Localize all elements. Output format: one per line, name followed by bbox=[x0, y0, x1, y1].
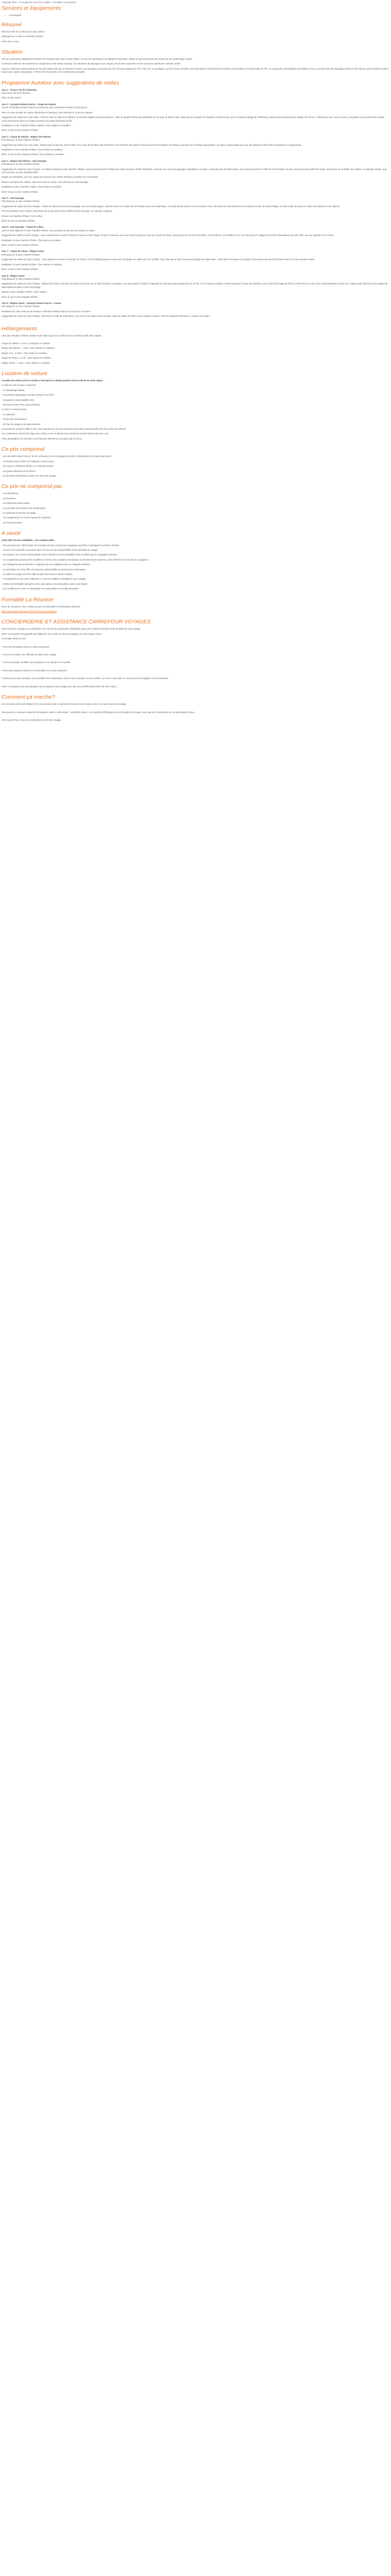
resume-line: Hébergement 7 nuits en chambres d'hôtes bbox=[2, 35, 43, 38]
day-line: Petit déjeuner à votre chambre d'hôtes. bbox=[2, 305, 40, 308]
day-block bbox=[2, 197, 389, 223]
day-line: Suggestions de visites (à votre charge) : Un départ matinal de votre chambre d'hôtes. Après avoir traversé la Plaine des Cafres (environ 2200m d'altitude), c'est par une route aux paysages magnifiques et variés, le long du Pas de Bellecombe, que vous découvrirez le Piton de la Fournaise l'un des volcans les plus actifs du monde. Découverte de la Plaine des Sables, un paysage lunaire, puis une excursion au Pas de Bellecombe. bbox=[2, 167, 387, 174]
prix-comprend-line: - Les nuits en chambres d'hôtes, en chambre double. bbox=[2, 465, 54, 468]
formalite-title: Formalité La Réunion bbox=[2, 596, 54, 603]
prix-ne-comprend-line: - Les assurances. bbox=[2, 492, 19, 495]
day-title: Jour 6 : Sud Sauvage - Cirque de Cilaos bbox=[2, 226, 44, 229]
day-block bbox=[2, 103, 389, 132]
prix-ne-comprend-line: - Les dépenses personnelles. bbox=[2, 502, 31, 505]
day-line: Dîner et nuit à la chambre d'hôtes. bbox=[2, 219, 36, 223]
conciergerie-title: CONCIERGERIE ET ASSISTANCE CARREFOUR VOYAGES bbox=[2, 619, 151, 625]
hebergements-line: Liste des chambres d'hôtes pendant votre séjour qui vous confirment une semaine avant votre départ : bbox=[2, 334, 103, 337]
day-line: Petit déjeuner à votre chambre d'hôtes. bbox=[2, 253, 40, 256]
hebergements-title: Hébergements bbox=[2, 325, 37, 332]
day-line: Dîner et nuit à votre chambre d'hôtes. bbox=[2, 190, 39, 193]
prix-comprend-line: - La formalité d'assistance locale et le carnet de voyage. bbox=[2, 474, 57, 477]
day-line: Installation à votre chambre d'hôtes. Chez Marie ou similaire. bbox=[2, 239, 62, 242]
conciergerie-line: * Pour toute question relative à vos formalités ou à votre assurance. bbox=[2, 669, 68, 672]
location-line: - l'assurance responsabilité civile ; bbox=[2, 398, 36, 401]
day-line: Petit déjeuner à votre chambre d'hôtes. bbox=[2, 277, 40, 280]
day-line: Suggestions de visites (à votre charge) : Vous reprenez la route en direction de l'Ouest. Arrêt à l'Étang-Salé pour découvrir ses plages de sable noir et le Gouffre. Puis, direction la côte Ouest et ses plages de sable blanc, Saint-Gilles les Bains et son lagon. Découverte du marché de Saint-Paul et de son cimetière marin. bbox=[2, 258, 315, 261]
location-line: Le tarif ne comprend pas : bbox=[2, 408, 27, 411]
day-block bbox=[2, 250, 389, 271]
situation-line: L'île de La Réunion, département d'outre-mer français situé dans l'océan Indien, est une île volcanique à la végétation luxuriante, offrant un panorama plein de nuances et une authentique culture. bbox=[2, 58, 193, 61]
day-line: Suggestion de visites (à votre charge) : Vous emprunterez ensuite la fameuse route aux 420 virages, étroite et sinueuse, qui vous mènera jusqu'au cœur du Cirque de Cilaos, réputé pour ses sources thermales, ses broderies, ses lentilles et son vin. Découvrez le village et la Roche Merveilleuse qui vous offre une vue superbe sur le cirque. bbox=[2, 234, 335, 237]
prix-ne-comprend-line: - Les frais de dossier. bbox=[2, 521, 23, 524]
prix-ne-comprend-line: - Les suppléments en cas de hausse de carburant. bbox=[2, 516, 52, 519]
day-line: Retour à la chambre d'hôtes. Chez Arthur. bbox=[2, 214, 43, 217]
day-block bbox=[2, 302, 389, 318]
day-line: Dîner et nuit à votre chambre d'hôtes. bbox=[2, 268, 39, 271]
comment-title: Comment ça marche? bbox=[2, 694, 55, 701]
comment-line: Vous pourrez y retrouver toutes les informations utiles à votre séjour : vos billets d'avion, vos vouchers d'hébergement et de location de voiture, ainsi que les coordonnées de nos partenaires locaux. bbox=[2, 710, 195, 714]
location-line: - le carburant ; bbox=[2, 413, 16, 416]
services-title: Services et équipements bbox=[2, 5, 61, 12]
day-line: Installation à votre chambre d'hôtes. Chez Hanitra ou similaire. bbox=[2, 148, 63, 151]
day-title: Jour 4 : Région des Plaines - Sud Sauvage bbox=[2, 159, 46, 162]
day-block bbox=[2, 160, 389, 194]
day-line: Restitution de votre véhicule de location à l'aéroport Roland Garros et envol pour la France. bbox=[2, 310, 91, 313]
prix-comprend-line: - Les petits-déjeuners et les dîners. bbox=[2, 469, 37, 472]
conciergerie-line: * Si vous souhaitez modifier une prestation ou en ajouter une nouvelle. bbox=[2, 661, 71, 664]
day-line: Installation à votre chambre d'hôtes Salazie. Chez Régine ou similaire. bbox=[2, 124, 71, 127]
savoir-line: - Les conditions de vente et d'annulation sont disponibles sur simple demande. bbox=[2, 587, 79, 590]
hebergements-line: Région Sud : 2 nuits - Chez Arthur ou similaire bbox=[2, 351, 47, 354]
day-block bbox=[2, 89, 389, 100]
conciergerie-line: * Si vous rencontrez une difficulté pendant votre voyage. bbox=[2, 653, 57, 656]
day-block bbox=[2, 226, 389, 247]
day-line: Arrivée à l'aéroport Roland Garros et remise de votre véhicule de location (à l'aéroport). bbox=[2, 106, 88, 109]
day-block bbox=[2, 135, 389, 157]
conciergerie-line: Accessible 24h/24 et 7j/7. bbox=[2, 637, 27, 640]
day-line: Après le petit déjeuner à votre chambre d'hôtes, vous prendrez la direction du Cirque de Cilaos. bbox=[2, 229, 95, 232]
day-line: Prise de votre location de voiture directement à l'aéroport, puis direction le Cirque de Salazie. bbox=[2, 111, 93, 114]
programme-title: Programme Autotour avec suggestions de visites bbox=[2, 79, 119, 86]
copyright-line: Copyright 2023 - Ce programme peut être modifié - Formalités Conciergerie bbox=[2, 1, 76, 4]
situation-line: La Réunion attire de ses amateurs de randonnées et de nature sauvage, les amoureux de paysages et de cirques, de piscines naturelles et d'un savoureux patrimoine culinaire créole. bbox=[2, 62, 181, 65]
prix-comprend-line: - La location d'une voiture de catégorie A pour 8 jours. bbox=[2, 460, 55, 463]
day-block bbox=[2, 275, 389, 299]
day-line: Suggestions de visites (à votre charge) : Découvrez la ville de Saint-Denis, ses rues et ses belles cases créoles. Visite du Jardin de l'État et de la Maison Carrère. Pour les amateurs d'histoire, le musée Léon Dierx. bbox=[2, 315, 210, 318]
savoir-line: - Le solde du voyage doit être réglé au plus tard 30 jours avant le départ. bbox=[2, 573, 73, 575]
prix-comprend-line: - Les vols aller-retour France / Ile de La Réunion sur la compagnie aérienne sélectionnée et les taxes aériennes. bbox=[2, 455, 112, 458]
day-line: Installation à votre chambre d'hôtes. Chez Arthur ou similaire. bbox=[2, 185, 62, 189]
day-title: Jour 3 : Cirque de Salazie - Région des Plaines bbox=[2, 135, 51, 138]
day-line: Retour à votre chambre d'hôtes. Chez Valérie. bbox=[2, 291, 47, 294]
location-line: Les conducteurs doivent être âgés d'au moins 21 ans et détenir leur permis de conduire depuis plus de 2 ans. bbox=[2, 432, 109, 435]
document-page bbox=[0, 0, 391, 726]
prix-ne-comprend-line: - Les activités et les visites non mentionnées. bbox=[2, 506, 46, 510]
hebergements-line: Cirque de Cilaos : 1 nuit - Case Nyaou ou similaire bbox=[2, 357, 52, 360]
day-line: Suggestions de visites (à votre charge) : Partez à la découverte du sud sauvage, avec ses belles plages. Grande Anse est un petit coin de Paradis avec son sable blanc, son petit bassin naturel et ses cocotiers. Puis, découvrez le Cap Méchant et les coulées de lave de Saint-Philippe, le Puits Arabe ainsi que le Jardin des Parfums et des Épices. bbox=[2, 205, 340, 208]
day-title: Jour 1 : France / Ile de la Réunion bbox=[2, 88, 37, 91]
resume-line: Découvrir l'île de La Réunion à votre rythme. bbox=[2, 30, 45, 33]
day-line: Suggestions de visites sur votre trajet : Départ pour la côte Est, Saint-André, et la route de la Plaine des Palmistes et de la Plaine des Cafres à la découverte de la Maison du Volcan, puis direction le village Bourg-Murat. Sur place, promenades au cœur des plaines et des forêts de tamarins et cryptomerias. bbox=[2, 143, 302, 146]
location-line: - la protection dommages accident (CDW) et vol (TP) ; bbox=[2, 394, 55, 397]
day-line: Pour les amateurs de la nature, découverte de la cascade la plus célèbre du sud sauvage : la Cascade Langevin. bbox=[2, 210, 113, 213]
prix-ne-comprend-line: - Les boissons. bbox=[2, 497, 17, 500]
formalite-line: Merci de consulter le lien ci-dessous pour les formalités et informations diverses : bbox=[2, 605, 82, 608]
savoir-line: - Les programmes peuvent être modifiés en fonction des conditions climatiques ou d'événements imprévus, dans l'intérêt et la sécurité des voyageurs. bbox=[2, 558, 149, 561]
hebergements-line: Cirque de Salazie : 1 nuit - La Régine ou similaire bbox=[2, 342, 51, 345]
savoir-line: - Les horaires de vol sont communiqués à titre indicatif et sont susceptibles d'être modifiés par la compagnie aérienne. bbox=[2, 553, 118, 556]
day-line: Depuis son belvédère, une vue unique sur l'enclos et le cratère Dolomieu du Piton de la Fournaise. bbox=[2, 176, 99, 179]
savoir-subtitle: Cette offre est non modifiable - non remboursable bbox=[2, 539, 54, 542]
location-line: - les frais de péage et de stationnement. bbox=[2, 422, 41, 426]
day-line: Suggestions de visites (à votre charge) : Départ tôt le matin, direction les hauts de l'Ouest, sur la route forestière du Maïdo, vous découvrirez à 2200 m d'altitude l'un des plus beaux points de vue de l'île, sur le Cirque de Mafate. Redescente par la route des Tamarins, puis visite de la Saga du Rhum à Saint-Pierre ou du musée Stella Matutina à Saint-Leu. L'après-midi, détente sur les plages de Saint-Gilles les Bains ou de l'Hermitage. bbox=[2, 282, 388, 289]
location-line: - un kilométrage illimité ; bbox=[2, 388, 26, 392]
conciergerie-line: * Pour des renseignements sur votre programme. bbox=[2, 645, 51, 648]
hebergements-line: Région des plaines : 1 nuit - Chez Hanitra ou similaire bbox=[2, 347, 55, 350]
savoir-line: - Les hébergements peuvent être remplacés par des établissements de catégorie similaire. bbox=[2, 563, 91, 566]
day-line: Retour à la Plaine des Cafres, visite de la Cité du Volcan. Puis direction le Sud Sauvage. bbox=[2, 180, 89, 183]
day-line: Petit déjeuner à votre chambre d'hôtes. bbox=[2, 139, 40, 142]
prix-ne-comprend-title: Ce prix ne comprend pas bbox=[2, 483, 62, 490]
prix-ne-comprend-line: - Le carburant et les frais de péage. bbox=[2, 511, 37, 514]
location-line: - la franchise d'assurance ; bbox=[2, 418, 28, 421]
savoir-title: A savoir bbox=[2, 530, 21, 537]
conciergerie-line: * Nous pouvons par exemple, vous conseiller des restaurants, réserver une excursion ou une activité, ou encore vous aider en cas de perte de bagages ou de documents. bbox=[2, 677, 169, 680]
day-line: Dîner et nuit à votre chambre d'hôtes. bbox=[2, 295, 39, 298]
resume-title: Résumé bbox=[2, 21, 22, 28]
savoir-line: - Les prix sont indicatifs et peuvent varier en fonction de la disponibilité et des périodes de voyage. bbox=[2, 548, 99, 551]
savoir-line: - Prix par personne. Tarif calculé sur une base de deux personnes voyageant ensemble et partageant la même chambre. bbox=[2, 544, 120, 547]
location-line: - les taxes locales (TVA, taxe aéroport). bbox=[2, 403, 41, 406]
savoir-line: - La réservation de cette offre est soumise à disponibilité au moment de la réservation. bbox=[2, 568, 87, 571]
day-line: Dîner et nuit à votre chambre d'hôtes. bbox=[2, 244, 39, 247]
comment-line: Une semaine avant votre départ (J-7) vous recevrez par e-mail le lien d'accès à votre espace client et à votre carnet de voyage. bbox=[2, 703, 127, 706]
formalite-link[interactable]: https://www.diplomatie.gouv.fr/fr/conseils-aux-voyageurs bbox=[2, 610, 57, 613]
location-title: Location de voiture bbox=[2, 370, 47, 377]
services-item: • Conciergerie bbox=[2, 14, 389, 17]
resume-line: Entre terre et mer bbox=[2, 40, 19, 43]
situation-title: Situation bbox=[2, 49, 23, 56]
day-title: Jour 7 : Cirque de Cilaos - Région Ouest bbox=[2, 250, 44, 253]
day-line: Suggestions de visites sur votre trajet : Arrêt en route au Voile de la Mariée, la cascade Niagara à Sainte-Suzanne. Visite du temple Hindou de petit-Bazar sur la route de Saint-André, ainsi qu'à la Cascade du Chaudron à Saint-Denis, puis le charmant village de Hell-Bourg, classé parmi les plus beaux villages de France. Hell-Bourg et ses cases créoles, ses jardins et son patrimoine culturel vous emmèneront dans un voyage au temps du passé historique de l'île. bbox=[2, 116, 385, 122]
location-line: Toute prolongation de la location sera facturée directement sur place par le loueur. bbox=[2, 437, 83, 440]
day-title: Jour 5 : Sud Sauvage bbox=[2, 197, 24, 199]
day-line: Envol pour l'île de la Réunion. bbox=[2, 92, 31, 95]
day-title: Jour 2 : Aéroport Roland Garros - Cirque de Salazie bbox=[2, 103, 56, 106]
prix-comprend-title: Ce prix comprend bbox=[2, 446, 44, 453]
savoir-line: - Vérifiez les formalités sanitaires et les vaccinations recommandées avant votre départ. bbox=[2, 582, 88, 585]
situation-line: Tous les marcheurs sauront découvrir les plus beaux sites de La Réunion à travers ces nouvelles excursions par des chemins typiques de l'île, entre mer et montagne, qui leur feront connaître aussi des aspects fascinants de la culture réunionnaise et du patrimoine de l'île. Au programme, des balades accessibles à tous, une traversée des paysages variés de l'île intense, pour ensuite les visiter autour des cirques volcaniques, le Piton de la Fournaise et de nombreuses cascades. bbox=[2, 67, 389, 74]
day-title: Jour 8 : Région Ouest bbox=[2, 274, 25, 277]
day-line: Petit déjeuner à votre chambre d'hôtes. bbox=[2, 163, 40, 166]
conciergerie-line: Avec Carrefour Voyages vous bénéficiez d'un service de conciergerie disponible avant votre départ et pendant toute la durée de votre voyage. bbox=[2, 628, 141, 631]
location-line: Location de voiture prise et rendue à l'aéroport et valable pendant toute la durée de votre séjour : bbox=[2, 379, 104, 382]
location-line: Un permis de conduire valide et une carte bancaire au nom du conducteur principal sont demandés lors de la prise du véhicule. bbox=[2, 428, 127, 431]
savoir-line: - Un passeport ou une carte d'identité en cours de validité est obligatoire pour voyager. bbox=[2, 578, 87, 581]
day-line: Dîner et nuit à votre chambre d'hôtes. bbox=[2, 129, 39, 132]
conciergerie-line: Notre conciergerie est joignable par téléphone, par e-mail ou via la messagerie de votre espace client. bbox=[2, 632, 102, 635]
day-line: Petit déjeuner à votre chambre d'hôtes. bbox=[2, 200, 40, 203]
comment-line: Une nouvelle fois, nous vous souhaitons un très bon voyage. bbox=[2, 718, 61, 721]
day-line: Dîner et nuit à votre chambre d'hôtes. Chez Hanitra ou similaire. bbox=[2, 153, 65, 156]
day-line: Dîner et nuit à bord. bbox=[2, 96, 21, 99]
day-title: Jour 9 : Région Ouest - Aéroport Roland Garros - France bbox=[2, 301, 61, 304]
hebergements-line: Région Ouest : 2 nuits - Chez Valérie ou similaire bbox=[2, 361, 50, 364]
day-line: Installation à votre chambre d'hôtes. Chez Valérie ou similaire. bbox=[2, 263, 63, 266]
location-line: Le tarif de votre location comprend : bbox=[2, 384, 37, 387]
conciergerie-line: Notre conciergerie vous accompagne tout au long de votre voyage pour que vous profitiez pleinement de votre séjour. bbox=[2, 685, 118, 688]
